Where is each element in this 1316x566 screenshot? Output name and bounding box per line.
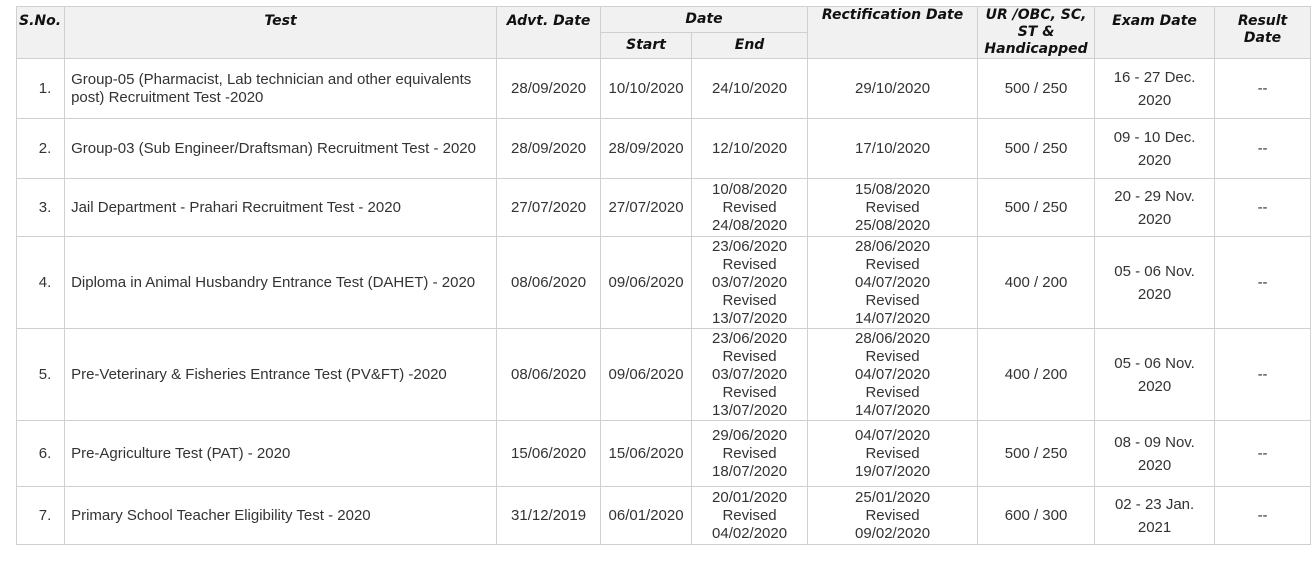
cell-end-date-line: 13/07/2020 xyxy=(712,309,788,327)
cell-rectification-date-line: 25/01/2020 xyxy=(855,488,931,506)
cell-rectification-date-line: Revised xyxy=(865,506,920,524)
cell-start-date: 28/09/2020 xyxy=(601,119,692,179)
cell-rectification-date-line: Revised xyxy=(865,383,920,401)
cell-rectification-date-line: 14/07/2020 xyxy=(855,309,931,327)
header-category xyxy=(978,7,1095,59)
cell-result-date: -- xyxy=(1215,179,1311,237)
cell-exam-date-line: 2020 xyxy=(1137,91,1172,109)
cell-start-date: 15/06/2020 xyxy=(601,421,692,487)
cell-rectification-date-line: 19/07/2020 xyxy=(855,462,931,480)
cell-result-date: -- xyxy=(1215,237,1311,329)
cell-end-date-line: 29/06/2020 xyxy=(712,426,788,444)
header-end: End xyxy=(692,33,808,59)
cell-end-date-line: 04/02/2020 xyxy=(712,524,788,542)
cell-end-date-line: 13/07/2020 xyxy=(712,401,788,419)
header-advt-date: Advt. Date xyxy=(497,7,601,59)
cell-start-date: 09/06/2020 xyxy=(601,237,692,329)
cell-result-date: -- xyxy=(1215,487,1311,545)
cell-rectification-date-line: Revised xyxy=(865,444,920,462)
cell-end-date xyxy=(692,59,808,119)
cell-exam-date-line: 20 - 29 Nov. xyxy=(1114,187,1195,205)
cell-sno: 2. xyxy=(17,119,65,179)
cell-exam-date xyxy=(1095,237,1215,329)
table-row xyxy=(17,421,1311,487)
cell-end-date xyxy=(692,421,808,487)
cell-exam-date-line: 2020 xyxy=(1137,456,1172,474)
cell-exam-date-line: 16 - 27 Dec. xyxy=(1113,68,1196,86)
cell-start-date: 27/07/2020 xyxy=(601,179,692,237)
header-sno: S.No. xyxy=(17,7,65,59)
table-body xyxy=(17,59,1311,545)
header-test: Test xyxy=(65,7,497,59)
cell-test: Group-03 (Sub Engineer/Draftsman) Recruitment Test - 2020 xyxy=(65,119,497,179)
cell-advt-date: 28/09/2020 xyxy=(497,119,601,179)
cell-exam-date-line: 2021 xyxy=(1137,518,1172,536)
cell-end-date-line: 24/10/2020 xyxy=(712,79,788,97)
cell-test: Pre-Agriculture Test (PAT) - 2020 xyxy=(65,421,497,487)
cell-exam-date xyxy=(1095,329,1215,421)
cell-fee: 500 / 250 xyxy=(978,119,1095,179)
cell-end-date-line: Revised xyxy=(722,506,777,524)
cell-sno: 3. xyxy=(17,179,65,237)
cell-rectification-date-line: 28/06/2020 xyxy=(855,329,931,347)
cell-end-date-line: 12/10/2020 xyxy=(712,139,788,157)
cell-end-date-line: 23/06/2020 xyxy=(712,329,788,347)
cell-exam-date-line: 08 - 09 Nov. xyxy=(1114,433,1195,451)
cell-advt-date: 31/12/2019 xyxy=(497,487,601,545)
cell-exam-date-line: 09 - 10 Dec. xyxy=(1113,128,1196,146)
cell-end-date xyxy=(692,237,808,329)
cell-sno: 1. xyxy=(17,59,65,119)
cell-start-date: 06/01/2020 xyxy=(601,487,692,545)
cell-rectification-date-line: 04/07/2020 xyxy=(855,426,931,444)
cell-rectification-date xyxy=(808,487,978,545)
cell-advt-date: 15/06/2020 xyxy=(497,421,601,487)
cell-rectification-date xyxy=(808,329,978,421)
cell-test: Pre-Veterinary & Fisheries Entrance Test (PV&FT) -2020 xyxy=(65,329,497,421)
cell-fee: 400 / 200 xyxy=(978,329,1095,421)
cell-sno: 6. xyxy=(17,421,65,487)
cell-rectification-date-line: 04/07/2020 xyxy=(855,365,931,383)
cell-rectification-date-line: 15/08/2020 xyxy=(855,180,931,198)
table-row xyxy=(17,487,1311,545)
cell-end-date-line: 10/08/2020 xyxy=(712,180,788,198)
cell-rectification-date-line: 28/06/2020 xyxy=(855,237,931,255)
header-category-line1: UR /OBC, SC, xyxy=(985,7,1087,23)
header-category-line2: ST xyxy=(1017,24,1038,40)
cell-end-date-line: Revised xyxy=(722,255,777,273)
cell-exam-date xyxy=(1095,179,1215,237)
exam-schedule-table xyxy=(16,6,1311,545)
cell-rectification-date-line: 17/10/2020 xyxy=(855,139,931,157)
cell-end-date-line: 24/08/2020 xyxy=(712,216,788,234)
cell-end-date xyxy=(692,487,808,545)
cell-fee: 500 / 250 xyxy=(978,59,1095,119)
cell-end-date-line: Revised xyxy=(722,291,777,309)
header-exam-date: Exam Date xyxy=(1095,7,1215,59)
cell-rectification-date xyxy=(808,421,978,487)
cell-end-date-line: Revised xyxy=(722,383,777,401)
cell-end-date-line: Revised xyxy=(722,347,777,365)
cell-start-date: 10/10/2020 xyxy=(601,59,692,119)
cell-exam-date xyxy=(1095,421,1215,487)
cell-rectification-date-line: 29/10/2020 xyxy=(855,79,931,97)
table-row xyxy=(17,237,1311,329)
cell-exam-date-line: 05 - 06 Nov. xyxy=(1114,354,1195,372)
cell-exam-date xyxy=(1095,59,1215,119)
cell-exam-date xyxy=(1095,119,1215,179)
table-header xyxy=(17,7,1311,59)
cell-end-date-line: Revised xyxy=(722,198,777,216)
cell-test: Jail Department - Prahari Recruitment Test - 2020 xyxy=(65,179,497,237)
cell-test: Primary School Teacher Eligibility Test - 2020 xyxy=(65,487,497,545)
cell-start-date: 09/06/2020 xyxy=(601,329,692,421)
cell-rectification-date-line: Revised xyxy=(865,347,920,365)
cell-exam-date-line: 2020 xyxy=(1137,151,1172,169)
header-start: Start xyxy=(601,33,692,59)
cell-test: Group-05 (Pharmacist, Lab technician and other equivalents post) Recruitment Test -2020 xyxy=(65,59,497,119)
cell-end-date-line: 03/07/2020 xyxy=(712,273,788,291)
cell-rectification-date-line: Revised xyxy=(865,291,920,309)
cell-result-date: -- xyxy=(1215,421,1311,487)
cell-advt-date: 08/06/2020 xyxy=(497,329,601,421)
cell-end-date-line: Revised xyxy=(722,444,777,462)
header-rectification-date: Rectification Date xyxy=(808,7,978,59)
header-result-date: Result Date xyxy=(1215,7,1311,59)
cell-result-date: -- xyxy=(1215,59,1311,119)
cell-exam-date-line: 05 - 06 Nov. xyxy=(1114,262,1195,280)
cell-end-date-line: 23/06/2020 xyxy=(712,237,788,255)
cell-sno: 7. xyxy=(17,487,65,545)
cell-end-date xyxy=(692,119,808,179)
cell-rectification-date xyxy=(808,119,978,179)
cell-test: Diploma in Animal Husbandry Entrance Test (DAHET) - 2020 xyxy=(65,237,497,329)
header-date: Date xyxy=(601,7,808,33)
cell-rectification-date-line: 04/07/2020 xyxy=(855,273,931,291)
cell-end-date-line: 03/07/2020 xyxy=(712,365,788,383)
cell-rectification-date-line: 14/07/2020 xyxy=(855,401,931,419)
cell-advt-date: 27/07/2020 xyxy=(497,179,601,237)
cell-rectification-date-line: 09/02/2020 xyxy=(855,524,931,542)
table-row xyxy=(17,59,1311,119)
cell-rectification-date-line: Revised xyxy=(865,198,920,216)
cell-fee: 500 / 250 xyxy=(978,421,1095,487)
cell-result-date: -- xyxy=(1215,119,1311,179)
header-category-line3: & Handicapped xyxy=(984,24,1088,57)
cell-rectification-date-line: Revised xyxy=(865,255,920,273)
cell-exam-date-line: 2020 xyxy=(1137,377,1172,395)
cell-advt-date: 28/09/2020 xyxy=(497,59,601,119)
cell-advt-date: 08/06/2020 xyxy=(497,237,601,329)
cell-exam-date-line: 2020 xyxy=(1137,285,1172,303)
cell-fee: 500 / 250 xyxy=(978,179,1095,237)
cell-exam-date-line: 02 - 23 Jan. xyxy=(1114,495,1195,513)
cell-end-date-line: 20/01/2020 xyxy=(712,488,788,506)
cell-fee: 400 / 200 xyxy=(978,237,1095,329)
cell-fee: 600 / 300 xyxy=(978,487,1095,545)
table-row xyxy=(17,179,1311,237)
cell-rectification-date-line: 25/08/2020 xyxy=(855,216,931,234)
cell-end-date-line: 18/07/2020 xyxy=(712,462,788,480)
cell-rectification-date xyxy=(808,59,978,119)
table-row xyxy=(17,119,1311,179)
cell-sno: 5. xyxy=(17,329,65,421)
cell-result-date: -- xyxy=(1215,329,1311,421)
cell-sno: 4. xyxy=(17,237,65,329)
cell-rectification-date xyxy=(808,179,978,237)
cell-exam-date-line: 2020 xyxy=(1137,210,1172,228)
table-row xyxy=(17,329,1311,421)
cell-end-date xyxy=(692,179,808,237)
cell-end-date xyxy=(692,329,808,421)
cell-rectification-date xyxy=(808,237,978,329)
cell-exam-date xyxy=(1095,487,1215,545)
